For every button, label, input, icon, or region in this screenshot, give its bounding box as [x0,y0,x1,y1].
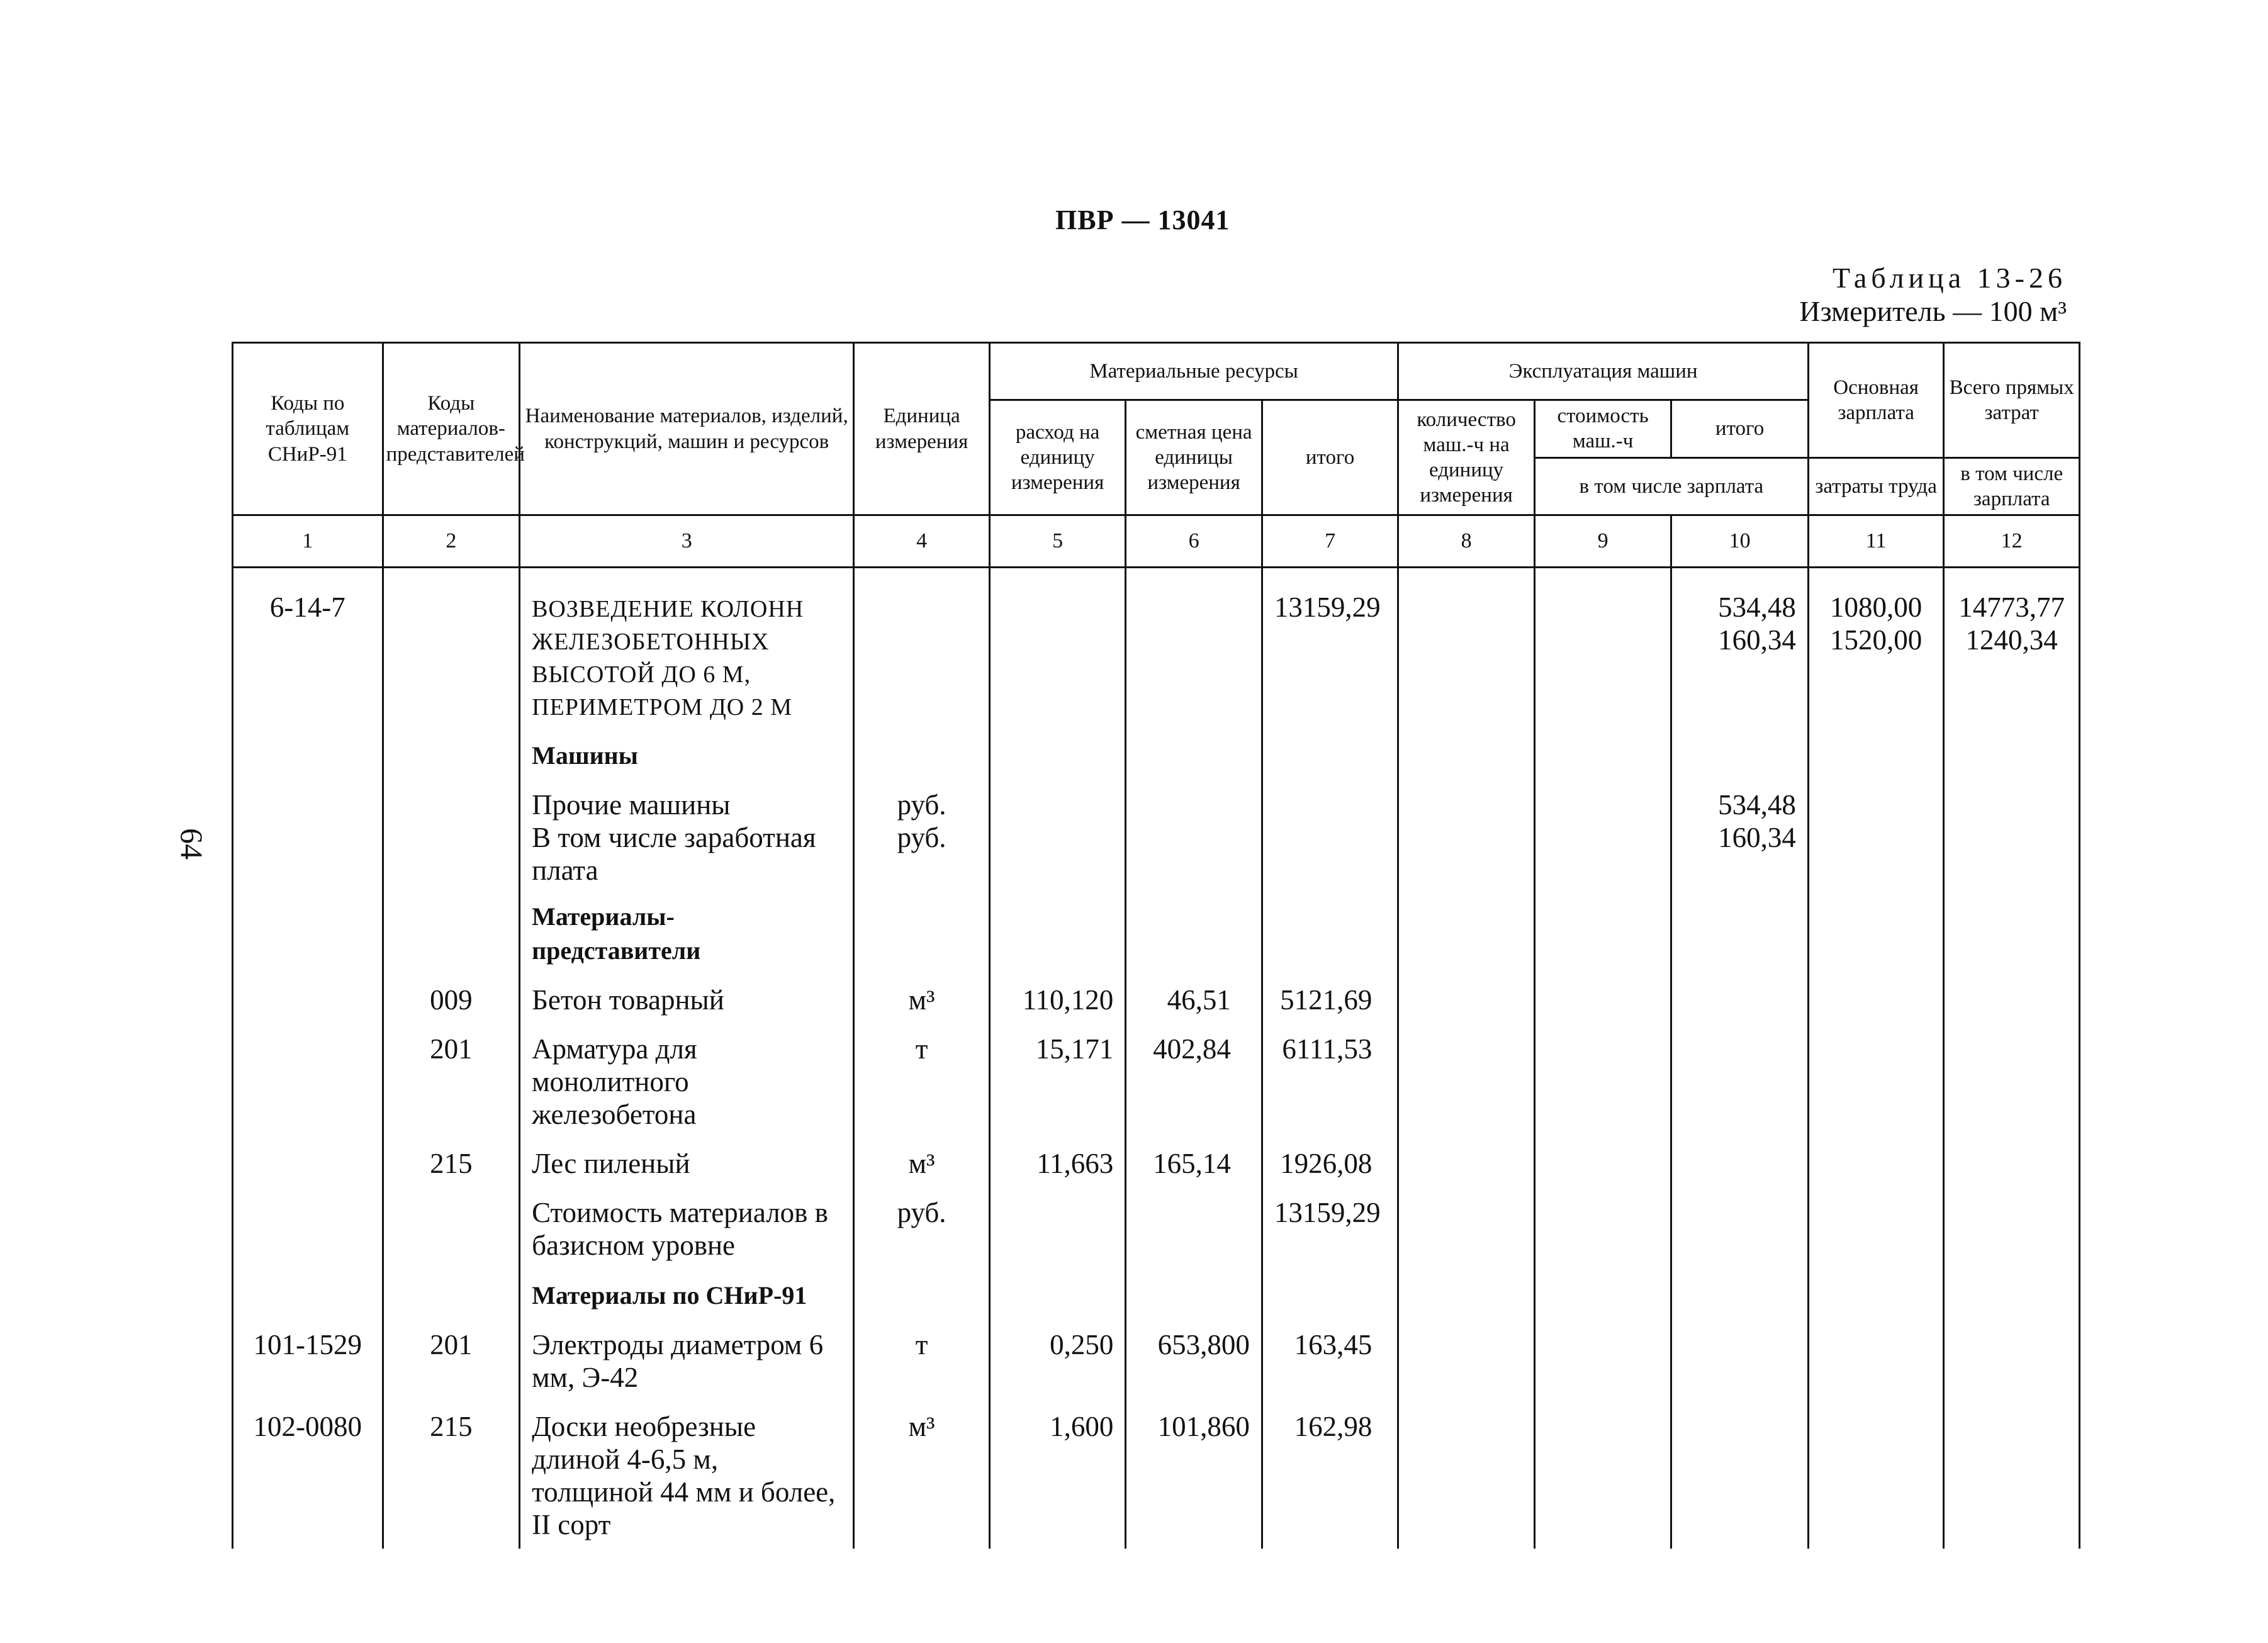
document-code: ПВР — 13041 [1055,205,1230,235]
header-snir-codes: Коды по таблицам СНиР-91 [233,343,383,515]
section-title: Машины [532,741,638,770]
item-name: Лес пиленый [520,1138,854,1187]
item-name: В том числе заработная плата [532,822,816,886]
item-unit: руб. [897,822,946,853]
rep-code: 215 [383,1138,520,1187]
item-price: 101,860 [1126,1401,1262,1549]
column-number: 3 [520,515,854,568]
base-wage: 1080,00 [1829,592,1923,623]
work-title: ВОЗВЕДЕНИЕ КОЛОНН ЖЕЛЕЗОБЕТОННЫХ ВЫСОТОЙ ДО 6 М, ПЕРИМЕТРОМ ДО 2 М [532,596,804,721]
header-rep-codes: Коды материалов-представителей [383,343,520,515]
item-name: Стоимость материалов в базисном уровне [520,1187,854,1269]
snir-code: 102-0080 [233,1401,383,1549]
snir-code: 6-14-7 [233,568,383,730]
machines-wage: 160,34 [1718,624,1796,656]
header-direct-total: Всего прямых затрат [1944,343,2080,458]
item-total: 162,98 [1262,1401,1398,1549]
header-rate: расход на единицу измерения [989,400,1126,515]
header-machine-hours: количество маш.-ч на единицу измерения [1398,400,1535,515]
item-rate: 11,663 [989,1138,1126,1187]
table-row [233,1401,2080,1549]
table-row [233,887,2080,975]
column-number: 11 [1808,515,1944,568]
item-total: 13159,29 [1262,1187,1398,1269]
labor-cost: 1520,00 [1829,624,1923,656]
table-row [233,780,2080,887]
item-price: 165,14 [1126,1138,1262,1187]
materials-total: 13159,29 [1262,568,1398,730]
column-number: 2 [383,515,520,568]
item-name: Бетон товарный [520,975,854,1024]
header-machine-operation: Эксплуатация машин [1398,343,1809,400]
column-number: 4 [854,515,990,568]
table-row [233,1269,2080,1320]
header-labor: затраты труда [1808,457,1944,515]
item-unit: т [854,1024,990,1138]
rep-code: 201 [383,1024,520,1138]
machines-total: 534,48 [1718,592,1796,623]
column-number: 9 [1534,515,1671,568]
table-row [233,1320,2080,1401]
column-number: 1 [233,515,383,568]
table-row [233,1138,2080,1187]
item-rate: 15,171 [989,1024,1126,1138]
item-rate: 0,250 [989,1320,1126,1401]
rep-code: 009 [383,975,520,1024]
item-price: 402,84 [1126,1024,1262,1138]
header-unit: Единица измерения [854,343,990,515]
column-number: 10 [1671,515,1809,568]
resource-table [232,342,2080,1549]
item-unit: м³ [854,1138,990,1187]
item-price: 46,51 [1126,975,1262,1024]
rep-code: 215 [383,1401,520,1549]
column-number: 5 [989,515,1126,568]
snir-code: 101-1529 [233,1320,383,1401]
item-price: 653,800 [1126,1320,1262,1401]
item-total: 6111,53 [1262,1024,1398,1138]
header-base-wage: Основная зарплата [1808,343,1944,458]
item-name: Прочие машины [532,789,731,821]
column-number: 8 [1398,515,1535,568]
item-name: Арматура для монолитного железобетона [520,1024,854,1138]
header-material-resources: Материальные ресурсы [989,343,1398,400]
table-row [233,975,2080,1024]
section-title: Материалы-представители [532,902,701,965]
header-direct-wage: в том числе зарплата [1944,457,2080,515]
item-rate: 1,600 [989,1401,1126,1549]
item-name: Электроды диаметром 6 мм, Э-42 [520,1320,854,1401]
header-machines-total: итого [1671,400,1809,458]
item-rate: 110,120 [989,975,1126,1024]
rep-code: 201 [383,1320,520,1401]
table-caption: Таблица 13-26 [1832,262,2067,294]
header-name: Наименование материалов, изделий, конструкций, машин и ресурсов [520,343,854,515]
direct-wage: 1240,34 [1965,624,2058,656]
table-row [233,1187,2080,1269]
column-number: 6 [1126,515,1262,568]
column-number: 12 [1944,515,2080,568]
header-materials-total: итого [1262,400,1398,515]
machines-wage: 160,34 [1718,822,1796,853]
table-meter: Измеритель — 100 м³ [1799,295,2067,327]
header-machine-hour-cost: стоимость маш.-ч [1534,400,1671,458]
direct-total: 14773,77 [1958,592,2065,623]
item-total: 1926,08 [1262,1138,1398,1187]
table-row [233,568,2080,730]
item-unit: т [854,1320,990,1401]
item-unit: м³ [854,1401,990,1549]
item-name: Доски необрезные длиной 4-6,5 м, толщиной 44 мм и более, II сорт [520,1401,854,1549]
section-title: Материалы по СНиР-91 [532,1281,807,1309]
header-unit-price: сметная цена единицы измерения [1126,400,1262,515]
item-total: 5121,69 [1262,975,1398,1024]
column-number: 7 [1262,515,1398,568]
item-unit: м³ [854,975,990,1024]
machines-total: 534,48 [1718,789,1796,821]
item-total: 163,45 [1262,1320,1398,1401]
item-unit: руб. [854,1187,990,1269]
table-row [233,729,2080,780]
item-unit: руб. [897,789,946,821]
header-machines-wage: в том числе зарплата [1534,457,1808,515]
page-number: 64 [174,828,210,860]
table-row [233,1024,2080,1138]
